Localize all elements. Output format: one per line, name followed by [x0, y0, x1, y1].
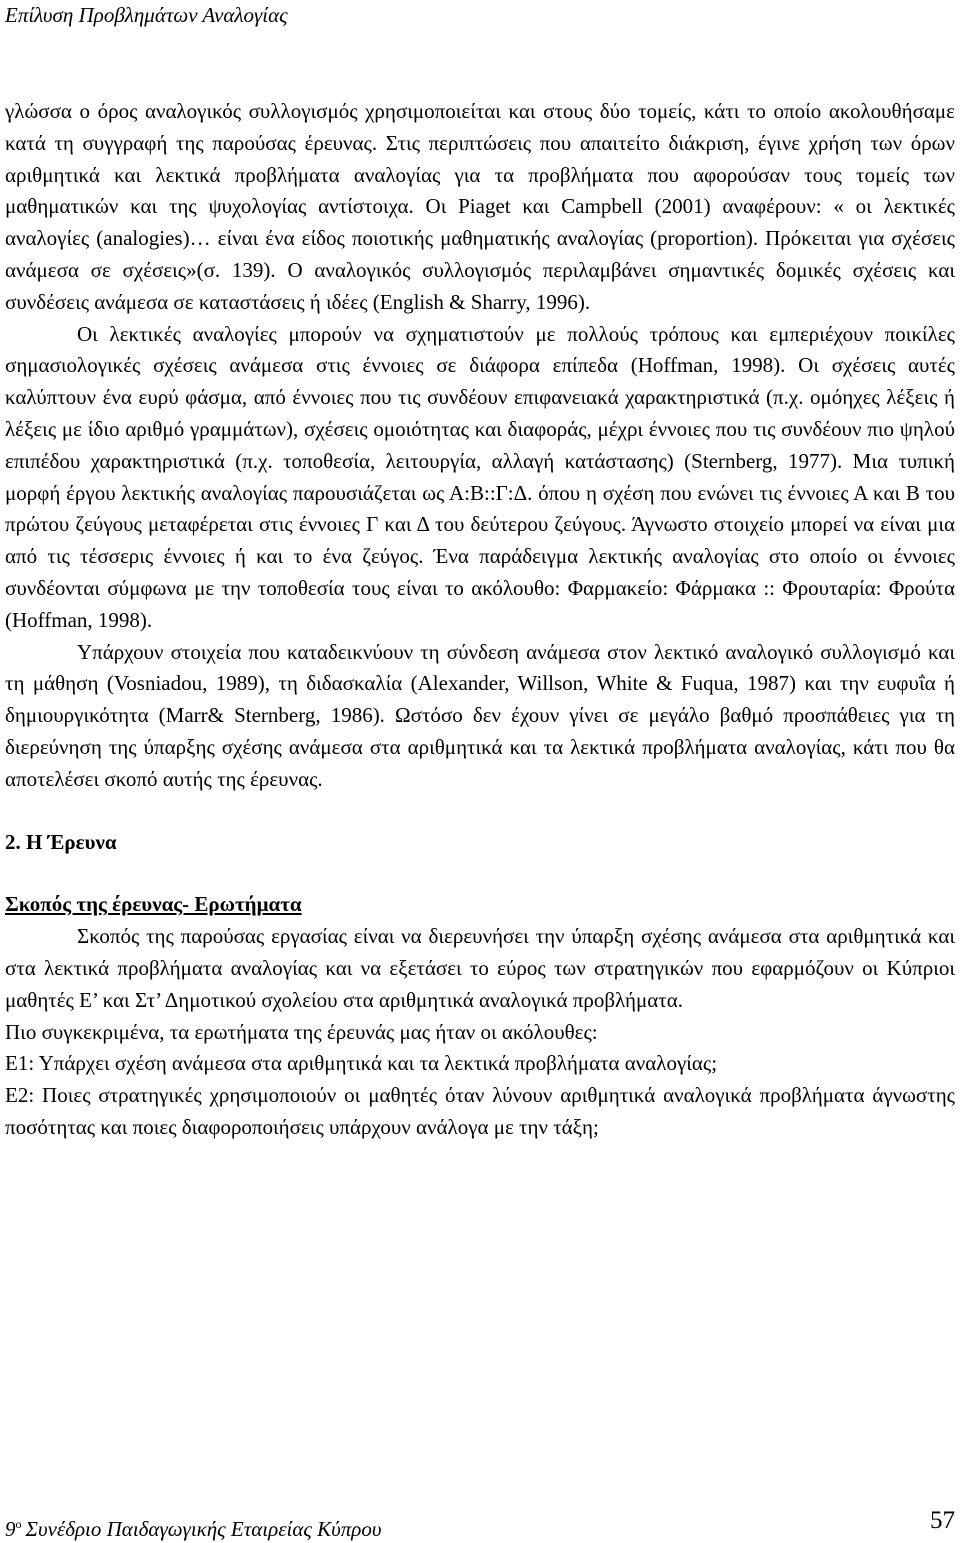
research-question-1: Ε1: Υπάρχει σχέση ανάμεσα στα αριθμητικά και τα λεκτικά προβλήματα αναλογίας; [5, 1051, 718, 1076]
footer-conference [5, 1510, 382, 1543]
research-question-2: Ε2: Ποιες στρατηγικές χρησιμοποιούν οι μαθητές όταν λύνουν αριθμητικά αναλογικά προβλήματα άγνωστης ποσότητας και ποιες διαφοροποιήσεις υπάρχουν ανάλογα με την τάξη; [5, 1083, 955, 1139]
paragraph-4: Σκοπός της παρούσας εργασίας είναι να διερευνήσει την ύπαρξη σχέσης ανάμεσα στα αριθμητικά και στα λεκτικά προβλήματα αναλογίας και να εξετάσει το εύρος των στρατηγικών που εφαρμόζουν οι Κύπριοι μαθητές Ε’ και Στ’ Δημοτικού σχολείου στα αριθμητικά αναλογικά προβλήματα. [5, 924, 955, 1012]
page-number: 57 [930, 1507, 955, 1534]
subsection-heading: Σκοπός της έρευνας- Ερωτήματα [5, 892, 302, 917]
paragraph-1: γλώσσα ο όρος αναλογικός συλλογισμός χρησιμοποιείται και στους δύο τομείς, κάτι το οποίο ακολουθήσαμε κατά τη συγγραφή της παρούσας έρευνας. Στις περιπτώσεις που απαιτείτο διάκριση, έγινε χρήση των όρων αριθμητικά και λεκτικά προβλήματα αναλογίας για τα προβλήματα που αφορούσαν τους τομείς των μαθηματικών και της ψυχολογίας αντίστοιχα. Οι Piaget και Campbell (2001) αναφέρουν: « οι λεκτικές αναλογίες (analogies)… είναι ένα είδος ποιοτικής μαθηματικής αναλογίας (proportion). Πρόκειται για σχέσεις ανάμεσα σε σχέσεις»(σ. 139). Ο αναλογικός συλλογισμός περιλαμβάνει σημαντικές δομικές σχέσεις και συνδέσεις ανάμεσα σε καταστάσεις ή ιδέες (English & Sharry, 1996). [5, 99, 955, 314]
paragraph-3: Υπάρχουν στοιχεία που καταδεικνύουν τη σύνδεση ανάμεσα στον λεκτικό αναλογικό συλλογισμό και τη μάθηση (Vosniadou, 1989), τη διδασκαλία (Alexander, Willson, White & Fuqua, 1987) και την ευφυΐα ή δημιουργικότητα (Marr& Sternberg, 1986). Ωστόσο δεν έχουν γίνει σε μεγάλο βαθμό προσπάθειες για τη διερεύνηση της ύπαρξης σχέσης ανάμεσα στα αριθμητικά και τα λεκτικά προβλήματα αναλογίας, κάτι που θα αποτελέσει σκοπό αυτής της έρευνας. [5, 639, 955, 791]
footer-ordinal: 9 [5, 1517, 16, 1541]
document-body [5, 96, 955, 1144]
section-heading: 2. Η Έρευνα [5, 829, 117, 854]
running-header: Επίλυση Προβλημάτων Αναλογίας [5, 3, 288, 27]
footer-ordinal-suffix: ο [15, 1517, 22, 1531]
footer-conference-name: Συνέδριο Παιδαγωγικής Εταιρείας Κύπρου [25, 1517, 382, 1541]
paragraph-5: Πιο συγκεκριμένα, τα ερωτήματα της έρευνάς μας ήταν οι ακόλουθες: [5, 1019, 598, 1044]
paragraph-2: Οι λεκτικές αναλογίες μπορούν να σχηματιστούν με πολλούς τρόπους και εμπεριέχουν ποικίλες σημασιολογικές σχέσεις ανάμεσα στις έννοιες σε διάφορα επίπεδα (Hoffman, 1998). Οι σχέσεις αυτές καλύπτουν ένα ευρύ φάσμα, από έννοιες που τις συνδέουν επιφανειακά χαρακτηριστικά (π.χ. ομόηχες λέξεις ή λέξεις με ίδιο αριθμό γραμμάτων), σχέσεις ομοιότητας και διαφοράς, μέχρι έννοιες που τις συνδέουν πιο ψηλού επιπέδου χαρακτηριστικά (π.χ. τοποθεσία, λειτουργία, αλλαγή κατάστασης) (Sternberg, 1977). Μια τυπική μορφή έργου λεκτικής αναλογίας παρουσιάζεται ως Α:Β::Γ:Δ. όπου η σχέση που ενώνει τις έννοιες Α και Β του πρώτου ζεύγους μεταφέρεται στις έννοιες Γ και Δ του δεύτερου ζεύγους. Άγνωστο στοιχείο μπορεί να είναι μια από τις τέσσερις έννοιες ή και το ένα ζεύγος. Ένα παράδειγμα λεκτικής αναλογίας στο οποίο οι έννοιες συνδέονται σύμφωνα με την τοποθεσία τους είναι το ακόλουθο: Φαρμακείο: Φάρμακα :: Φρουταρία: Φρούτα (Hoffman, 1998). [5, 321, 955, 632]
